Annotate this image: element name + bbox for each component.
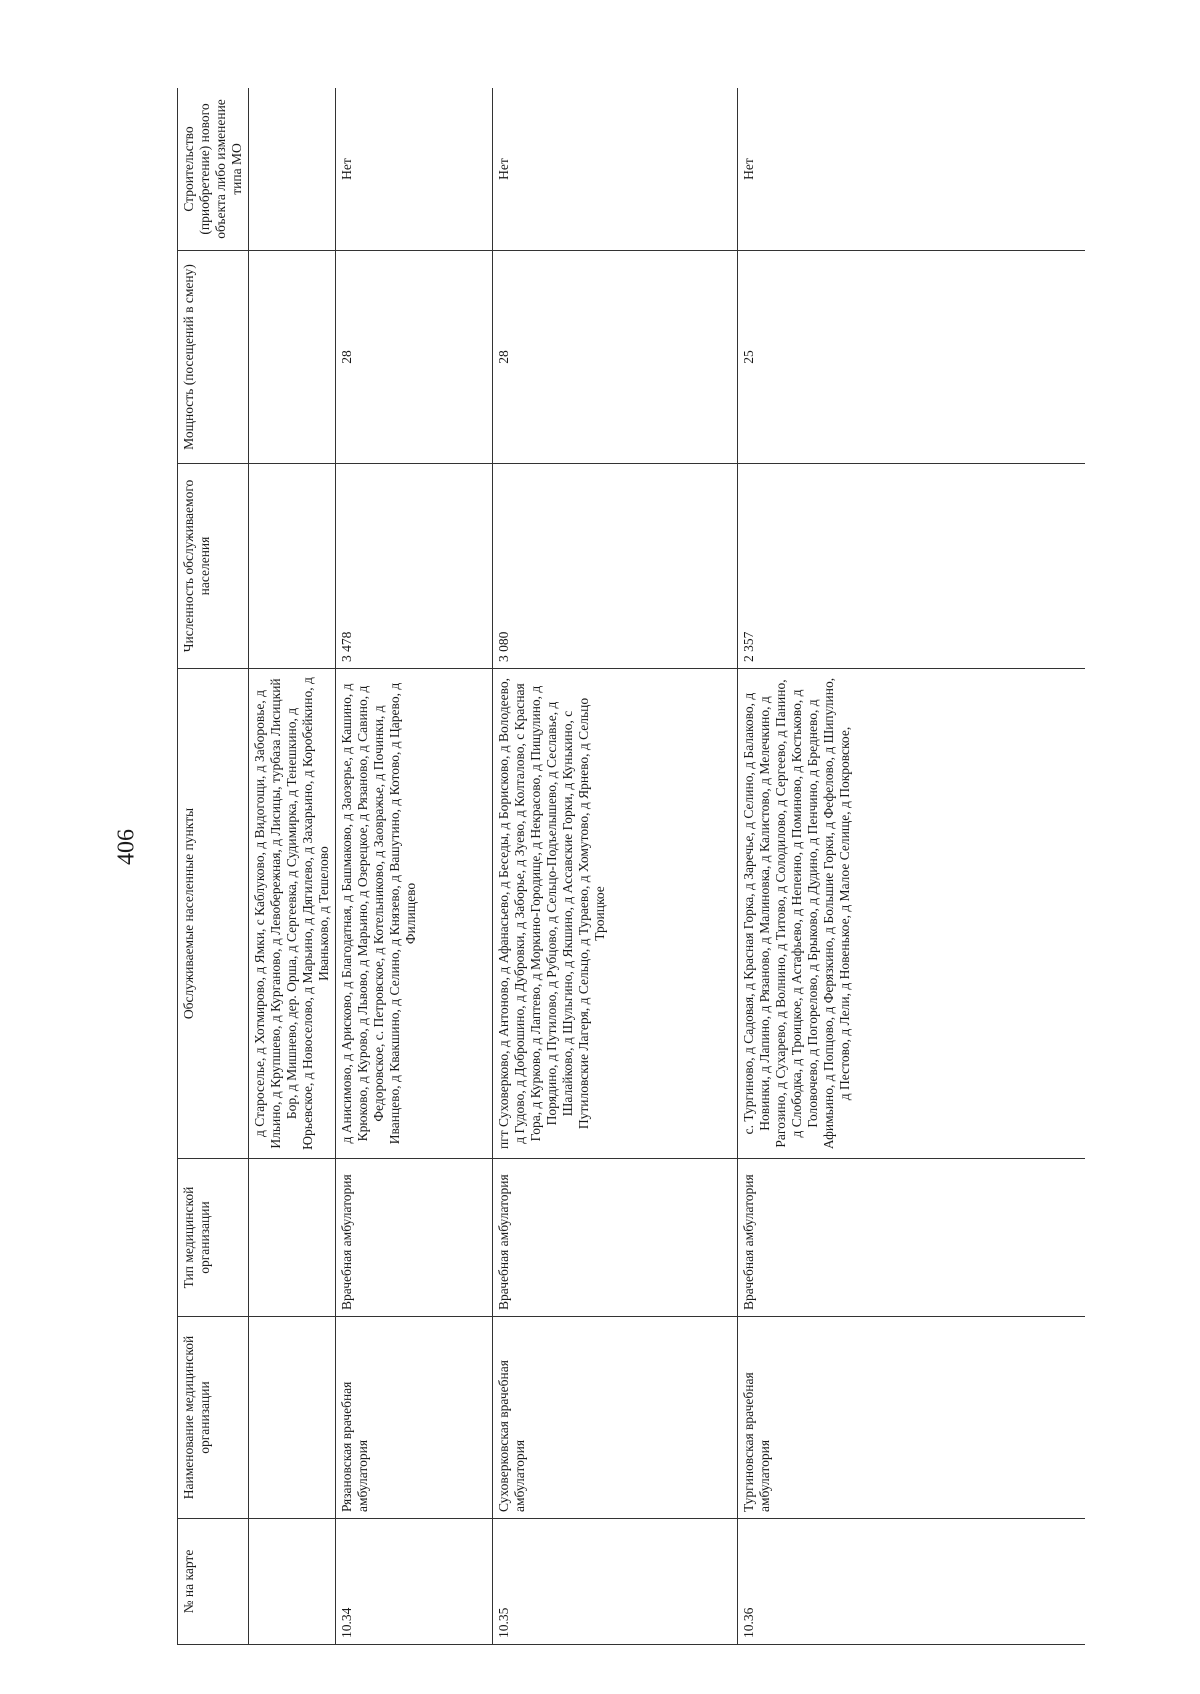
cell-capacity: 28 <box>493 251 738 464</box>
cell-population: 3 478 <box>336 464 493 669</box>
cell-name: Суховерковская врачебная амбулатория <box>493 1317 738 1519</box>
cell-construction: Нет <box>336 88 493 251</box>
cell-localities: пгт Суховерково, д Антоново, д Афанасьево, д Беседы, д Борисково, д Володеево, д Гудово, д Доброшино, д Дубровки, д Заборье, д Зуево, д Колталово, с Красная Гора, д Курково, д Лаптево, д Моркино-Городище, д Некрасово, д Пищулино, д Порядино, д Путилово, д Рубцово, д Сельцо-Подъелышево, д Сеславье, д Шалайково, д Шульгино, д Якшино, д Ассавские Горки, д Кунькино, с Путиловские Лагеря, д Сельцо, д Тураево, д Хомутово, д Ярнево, д Сельцо Троицкое <box>493 669 738 1159</box>
page-number: 406 <box>113 829 140 865</box>
header-num: № на карте <box>178 1519 249 1645</box>
cell-num <box>249 1519 336 1645</box>
table-container <box>177 88 1085 1645</box>
cell-localities: д Анисимово, д Арисково, д Благодатная, д Башмаково, д Заозерье, д Кашино, д Крюково, д Курово, д Львово, д Марьино, д Озерецкое, д Рязаново, д Савино, д Федоровское, с. Петровское, д Котельниково, д Заовражье, д Починки, д Иванцево, д Квакшино, д Селино, д Князево, д Вашутино, д Котово, д Царево, д Филищево <box>336 669 493 1159</box>
cell-num: 10.36 <box>738 1519 1086 1645</box>
cell-capacity <box>249 251 336 464</box>
cell-construction: Нет <box>738 88 1086 251</box>
cell-type: Врачебная амбулатория <box>738 1159 1086 1317</box>
cell-type <box>249 1159 336 1317</box>
cell-name <box>249 1317 336 1519</box>
table-header-row <box>178 88 249 1645</box>
header-capacity: Мощность (посещений в смену) <box>178 251 249 464</box>
cell-type: Врачебная амбулатория <box>336 1159 493 1317</box>
header-population: Численность обслуживаемого населения <box>178 464 249 669</box>
cell-construction: Нет <box>493 88 738 251</box>
header-localities: Обслуживаемые населенные пункты <box>178 669 249 1159</box>
cell-name: Рязановская врачебная амбулатория <box>336 1317 493 1519</box>
cell-population: 2 357 <box>738 464 1086 669</box>
cell-num: 10.35 <box>493 1519 738 1645</box>
cell-capacity: 28 <box>336 251 493 464</box>
cell-name: Тургиновская врачебная амбулатория <box>738 1317 1086 1519</box>
cell-type: Врачебная амбулатория <box>493 1159 738 1317</box>
cell-capacity: 25 <box>738 251 1086 464</box>
cell-population: 3 080 <box>493 464 738 669</box>
table-row <box>738 88 1086 1645</box>
table-row <box>249 88 336 1645</box>
cell-localities: с. Тургиново, д Садовая, д Красная Горка, д Заречье, д Селино, д Балаково, д Новинки, д Лапино, д Рязаново, д Малиновка, д Калистово, д Мелечкино, д Рагозино, д Сухарево, д Волнино, д Титово, д Солодилово, д Сергеево, д Панино, д Слободка, д Троицкое, д Астафьево, д Непеино, д Поминово, д Костьково, д Головочево, д Погорелово, д Брыково, д Дудино, д Пенчино, д Бреднево, д Афимьино, д Попцово, д Ферязкино, д Большие Горки, д Фефелово, д Шипулино, д Пестово, д Лели, д Новенькое, д Малое Селище, д Покровское, <box>738 669 1086 1159</box>
cell-localities: д Староселье, д Хотмирово, д Ямки, с Каблуково, д Видогощи, д Заборовье, д Ильино, д Крупшево, д Курганово, д Левобережная, д Лисицы, турбаза Лисицкий Бор, д Мишнево, дер. Орша, д Сергеевка, д Судимирка, д Тенешкино, д Юрьевское, д Новоселово, д Марьино, д Дягилево, д Захарьино, д Коробейкино, д Иваньково, д Тешелово <box>249 669 336 1159</box>
header-type: Тип медицинской организации <box>178 1159 249 1317</box>
cell-construction <box>249 88 336 251</box>
header-construction: Строительство (приобретение) нового объекта либо изменение типа МО <box>178 88 249 251</box>
table-row <box>336 88 493 1645</box>
medical-organizations-table <box>177 88 1085 1645</box>
cell-population <box>249 464 336 669</box>
table-row <box>493 88 738 1645</box>
cell-num: 10.34 <box>336 1519 493 1645</box>
header-name: Наименование медицинской организации <box>178 1317 249 1519</box>
